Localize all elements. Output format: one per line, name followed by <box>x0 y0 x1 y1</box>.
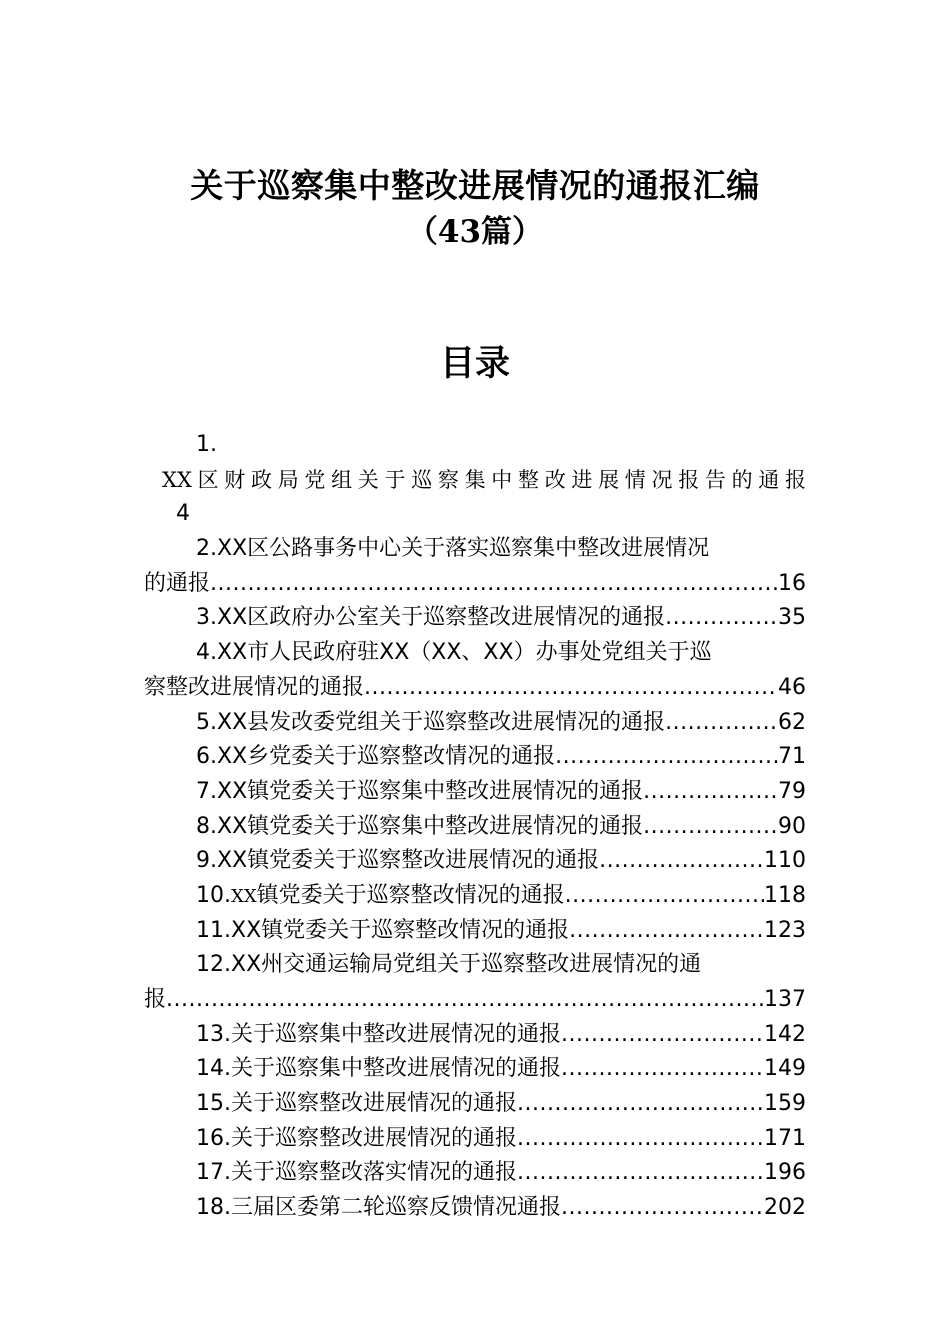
toc-entry-title: XX区财政局党组关于巡察集中整改进展情况报告的通报 <box>162 467 806 492</box>
toc-entry-3[interactable] <box>144 601 806 636</box>
toc-entry-page: 90 <box>778 813 806 839</box>
toc-entry-4[interactable] <box>144 636 806 705</box>
toc-entry-8[interactable] <box>144 810 806 845</box>
toc-entry-page: 137 <box>764 987 806 1012</box>
leader-dots <box>517 1122 764 1157</box>
toc-entry-number: 6. <box>196 744 217 770</box>
leader-dots <box>665 601 778 636</box>
toc-entry-number: 18. <box>196 1195 231 1221</box>
toc-entry-number: 8. <box>196 813 217 839</box>
toc-entry-10[interactable] <box>144 879 806 914</box>
toc-entry-page: 110 <box>764 848 806 874</box>
toc-entry-title: XX区政府办公室关于巡察整改进展情况的通报 <box>217 605 666 631</box>
toc-entry-title: 关于巡察整改进展情况的通报 <box>231 1091 518 1117</box>
leader-dots <box>561 1052 764 1087</box>
toc-entry-number: 1. <box>196 432 217 457</box>
leader-dots <box>565 879 764 914</box>
toc-entry-title: XX区公路事务中心关于落实巡察集中整改进展情况 <box>217 536 710 562</box>
table-of-contents <box>144 428 806 1226</box>
toc-entry-page: 4 <box>176 501 190 527</box>
leader-dots <box>561 1191 764 1226</box>
toc-entry-7[interactable] <box>144 775 806 810</box>
toc-entry-page: 171 <box>764 1125 806 1151</box>
toc-entry-number: 16. <box>196 1125 231 1151</box>
toc-entry-13[interactable] <box>144 1018 806 1053</box>
toc-entry-title: 关于巡察整改落实情况的通报 <box>231 1160 518 1186</box>
toc-entry-16[interactable] <box>144 1122 806 1157</box>
toc-entry-17[interactable] <box>144 1156 806 1191</box>
toc-entry-title: 关于巡察整改进展情况的通报 <box>231 1125 518 1151</box>
toc-entry-title: XX镇党委关于巡察集中整改进展情况的通报 <box>217 778 644 804</box>
toc-entry-title: 三届区委第二轮巡察反馈情况通报 <box>231 1195 562 1221</box>
toc-entry-page: 118 <box>764 882 806 908</box>
toc-entry-number: 5. <box>196 709 217 735</box>
toc-entry-number: 15. <box>196 1091 231 1117</box>
leader-dots <box>561 1018 764 1053</box>
document-subtitle: （43篇） <box>406 214 544 250</box>
toc-entry-title: XX乡党委关于巡察整改情况的通报 <box>217 744 556 770</box>
toc-entry-title-prefix: XX <box>231 885 257 907</box>
toc-entry-page: 123 <box>764 917 806 943</box>
toc-entry-title: XX镇党委关于巡察整改进展情况的通报 <box>217 848 600 874</box>
toc-entry-page: 142 <box>764 1021 806 1047</box>
toc-entry-number: 17. <box>196 1160 231 1186</box>
leader-dots <box>210 567 778 602</box>
toc-entry-page: 46 <box>778 674 806 700</box>
toc-entry-15[interactable] <box>144 1087 806 1122</box>
leader-dots <box>517 1087 764 1122</box>
toc-entry-number: 3. <box>196 605 217 631</box>
toc-entry-page: 149 <box>764 1056 806 1082</box>
toc-entry-number: 12. <box>196 952 231 978</box>
toc-entry-page: 159 <box>764 1091 806 1117</box>
toc-heading: 目录 <box>439 343 510 384</box>
toc-entry-title-cont: 察整改进展情况的通报 <box>144 674 365 700</box>
toc-entry-page: 62 <box>778 709 806 735</box>
toc-entry-5[interactable] <box>144 706 806 741</box>
toc-entry-title-cont: 报 <box>144 987 167 1012</box>
toc-entry-11[interactable] <box>144 914 806 949</box>
toc-entry-title: 镇党委关于巡察整改情况的通报 <box>256 882 565 908</box>
leader-dots <box>599 844 764 879</box>
leader-dots <box>555 740 778 775</box>
leader-dots <box>665 706 778 741</box>
toc-entry-page: 16 <box>778 570 806 596</box>
leader-dots <box>517 1156 764 1191</box>
toc-entry-page: 79 <box>778 778 806 804</box>
toc-entry-6[interactable] <box>144 740 806 775</box>
toc-entry-title: XX州交通运输局党组关于巡察整改进展情况的通 <box>231 952 702 978</box>
toc-entry-2[interactable] <box>144 532 806 601</box>
leader-dots <box>643 775 778 810</box>
leader-dots <box>569 914 764 949</box>
toc-entry-page: 202 <box>764 1195 806 1221</box>
toc-entry-number: 7. <box>196 778 217 804</box>
toc-entry-18[interactable] <box>144 1191 806 1226</box>
toc-entry-title: XX镇党委关于巡察集中整改进展情况的通报 <box>217 813 644 839</box>
leader-dots <box>364 671 778 706</box>
toc-entry-number: 14. <box>196 1056 231 1082</box>
toc-entry-title: 关于巡察集中整改进展情况的通报 <box>231 1021 562 1047</box>
toc-entry-12[interactable] <box>144 948 806 1017</box>
document-title: 关于巡察集中整改进展情况的通报汇编 <box>190 166 760 205</box>
toc-entry-number: 9. <box>196 848 217 874</box>
toc-entry-title-cont: 的通报 <box>144 570 211 596</box>
toc-entry-page: 71 <box>778 744 806 770</box>
toc-entry-14[interactable] <box>144 1052 806 1087</box>
toc-entry-title: XX市人民政府驻XX（XX、XX）办事处党组关于巡 <box>217 640 712 666</box>
toc-entry-number: 4. <box>196 640 217 666</box>
toc-entry-title: 关于巡察集中整改进展情况的通报 <box>231 1056 562 1082</box>
toc-entry-title: XX县发改委党组关于巡察整改进展情况的通报 <box>217 709 666 735</box>
toc-entry-number: 13. <box>196 1021 231 1047</box>
toc-entry-9[interactable] <box>144 844 806 879</box>
toc-entry-page: 35 <box>778 605 806 631</box>
leader-dots <box>643 810 778 845</box>
toc-entry-number: 10. <box>196 882 231 908</box>
toc-entry-1[interactable] <box>144 428 806 532</box>
toc-entry-page: 196 <box>764 1160 806 1186</box>
leader-dots <box>166 983 764 1018</box>
toc-entry-number: 11. <box>196 917 231 943</box>
toc-entry-number: 2. <box>196 536 217 562</box>
toc-entry-title: XX镇党委关于巡察整改情况的通报 <box>231 917 570 943</box>
